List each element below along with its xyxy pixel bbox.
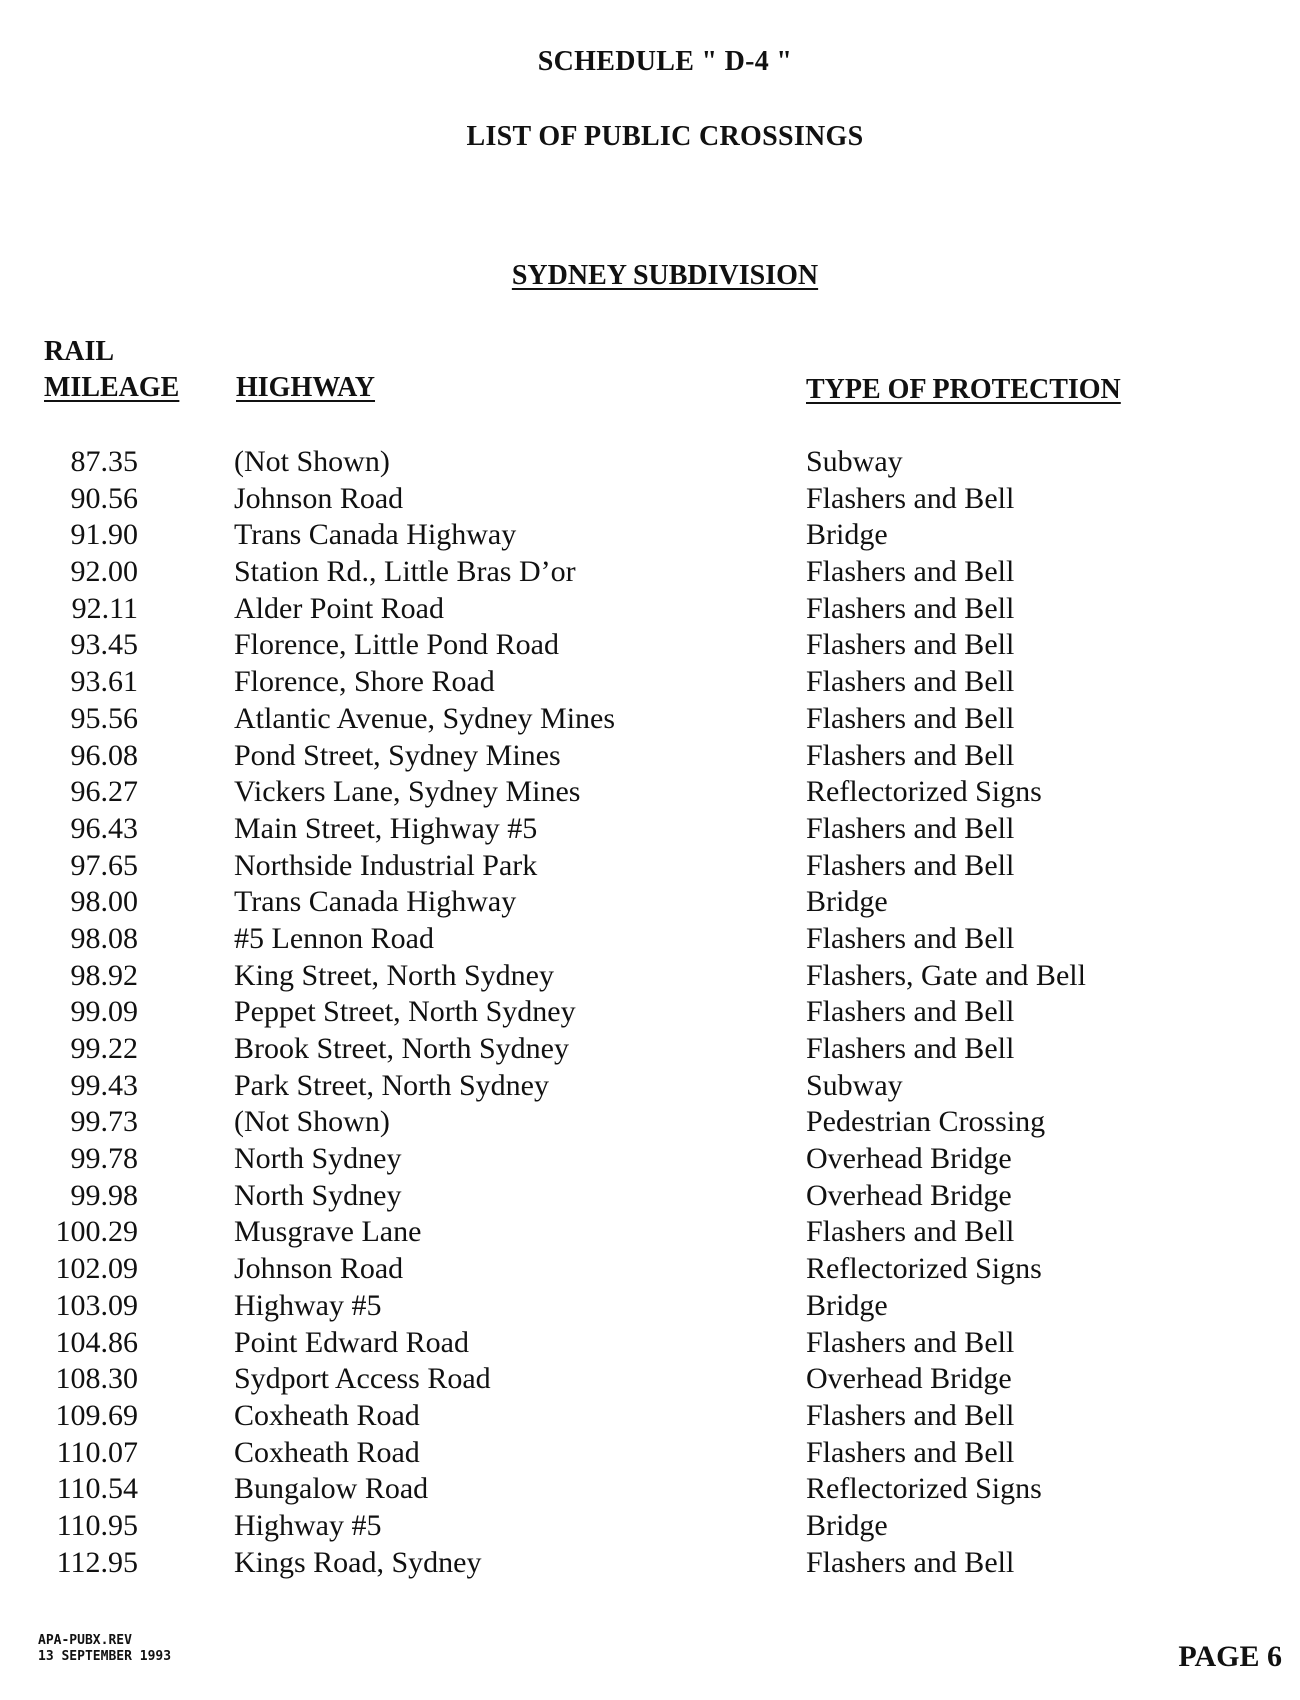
protection-type-cell: Flashers and Bell xyxy=(806,481,1015,515)
rail-mileage-cell: 110.54 xyxy=(56,1472,138,1506)
table-row xyxy=(0,1288,1300,1325)
highway-cell: Musgrave Lane xyxy=(234,1215,422,1249)
list-title: LIST OF PUBLIC CROSSINGS xyxy=(466,121,864,152)
column-header-highway: HIGHWAY xyxy=(236,372,376,403)
highway-cell: Sydport Access Road xyxy=(234,1362,491,1396)
highway-cell: King Street, North Sydney xyxy=(234,958,554,992)
highway-cell: North Sydney xyxy=(234,1178,402,1212)
highway-cell: Bungalow Road xyxy=(234,1472,429,1506)
rail-mileage-cell: 92.11 xyxy=(71,591,138,625)
table-row xyxy=(0,1214,1300,1251)
protection-type-cell: Overhead Bridge xyxy=(806,1142,1012,1176)
protection-type-cell: Flashers and Bell xyxy=(806,1215,1015,1249)
column-header-mileage: MILEAGE xyxy=(44,372,180,403)
rail-mileage-cell: 99.98 xyxy=(70,1178,138,1212)
protection-type-cell: Bridge xyxy=(806,1508,888,1542)
table-row xyxy=(0,664,1300,701)
highway-cell: (Not Shown) xyxy=(234,1105,390,1139)
highway-cell: Coxheath Road xyxy=(234,1435,420,1469)
protection-type-cell: Reflectorized Signs xyxy=(806,1252,1042,1286)
table-row xyxy=(0,1031,1300,1068)
highway-cell: Northside Industrial Park xyxy=(234,848,538,882)
protection-type-cell: Flashers and Bell xyxy=(806,811,1015,845)
highway-cell: Peppet Street, North Sydney xyxy=(234,995,576,1029)
rail-mileage-cell: 87.35 xyxy=(70,445,138,478)
table-row xyxy=(0,994,1300,1031)
table-row xyxy=(0,1508,1300,1545)
rail-mileage-cell: 93.61 xyxy=(70,665,138,699)
rail-mileage-cell: 104.86 xyxy=(55,1325,138,1359)
footer-reference xyxy=(38,1633,171,1665)
rail-mileage-cell: 98.08 xyxy=(70,921,138,955)
protection-type-cell: Flashers and Bell xyxy=(806,1398,1015,1432)
table-row xyxy=(0,627,1300,664)
highway-cell: Trans Canada Highway xyxy=(234,518,517,552)
table-row xyxy=(0,481,1300,518)
highway-cell: Point Edward Road xyxy=(234,1325,469,1359)
rail-mileage-cell: 109.69 xyxy=(55,1398,138,1432)
rail-mileage-cell: 95.56 xyxy=(70,701,138,735)
rail-mileage-cell: 92.00 xyxy=(70,555,138,589)
column-header-protection: TYPE OF PROTECTION xyxy=(806,374,1121,405)
rail-mileage-cell: 99.43 xyxy=(70,1068,138,1102)
highway-cell: Brook Street, North Sydney xyxy=(234,1032,569,1065)
table-row xyxy=(0,1068,1300,1105)
highway-cell: Atlantic Avenue, Sydney Mines xyxy=(234,701,616,735)
table-row xyxy=(0,1178,1300,1215)
protection-type-cell: Pedestrian Crossing xyxy=(806,1105,1046,1139)
highway-cell: Highway #5 xyxy=(234,1508,382,1542)
rail-mileage-cell: 100.29 xyxy=(55,1215,138,1249)
protection-type-cell: Overhead Bridge xyxy=(806,1178,1012,1212)
highway-cell: #5 Lennon Road xyxy=(234,921,434,955)
protection-type-cell: Flashers and Bell xyxy=(806,1545,1015,1579)
protection-type-cell: Flashers and Bell xyxy=(806,701,1015,735)
highway-cell: Vickers Lane, Sydney Mines xyxy=(234,775,581,809)
rail-mileage-cell: 110.07 xyxy=(56,1435,138,1469)
rail-mileage-cell: 99.73 xyxy=(70,1105,138,1139)
crossings-table xyxy=(0,444,1300,1581)
highway-cell: Pond Street, Sydney Mines xyxy=(234,738,561,772)
highway-cell: Kings Road, Sydney xyxy=(234,1545,482,1579)
highway-cell: (Not Shown) xyxy=(234,445,390,478)
highway-cell: Station Rd., Little Bras D’or xyxy=(234,555,576,589)
highway-cell: Florence, Little Pond Road xyxy=(234,628,559,662)
rail-mileage-cell: 96.43 xyxy=(70,811,138,845)
table-row xyxy=(0,1471,1300,1508)
rail-mileage-cell: 91.90 xyxy=(70,518,138,552)
table-row xyxy=(0,1435,1300,1472)
protection-type-cell: Flashers and Bell xyxy=(806,738,1015,772)
schedule-title: SCHEDULE " D-4 " xyxy=(537,46,793,77)
protection-type-cell: Overhead Bridge xyxy=(806,1362,1012,1396)
protection-type-cell: Flashers, Gate and Bell xyxy=(806,958,1086,992)
rail-mileage-cell: 99.09 xyxy=(70,995,138,1029)
rail-mileage-cell: 93.45 xyxy=(70,628,138,662)
table-row xyxy=(0,738,1300,775)
protection-type-cell: Flashers and Bell xyxy=(806,848,1015,882)
protection-type-cell: Flashers and Bell xyxy=(806,628,1015,662)
rail-mileage-cell: 96.08 xyxy=(70,738,138,772)
table-row xyxy=(0,884,1300,921)
table-row xyxy=(0,1325,1300,1362)
footer-file-name: APA-PUBX.REV xyxy=(38,1633,132,1648)
protection-type-cell: Flashers and Bell xyxy=(806,1435,1015,1469)
protection-type-cell: Subway xyxy=(806,445,903,478)
rail-mileage-cell: 99.78 xyxy=(70,1142,138,1176)
subdivision-heading: SYDNEY SUBDIVISION xyxy=(511,260,819,291)
rail-mileage-cell: 90.56 xyxy=(70,481,138,515)
protection-type-cell: Flashers and Bell xyxy=(806,555,1015,589)
protection-type-cell: Bridge xyxy=(806,885,888,919)
protection-type-cell: Flashers and Bell xyxy=(806,665,1015,699)
highway-cell: Main Street, Highway #5 xyxy=(234,811,538,845)
protection-type-cell: Flashers and Bell xyxy=(806,1325,1015,1359)
page-number: PAGE 6 xyxy=(1178,1640,1282,1673)
highway-cell: North Sydney xyxy=(234,1142,402,1176)
protection-type-cell: Flashers and Bell xyxy=(806,995,1015,1029)
highway-cell: Alder Point Road xyxy=(234,591,444,625)
protection-type-cell: Reflectorized Signs xyxy=(806,1472,1042,1506)
table-row xyxy=(0,1545,1300,1582)
rail-mileage-cell: 99.22 xyxy=(70,1032,138,1065)
highway-cell: Johnson Road xyxy=(234,1252,404,1286)
highway-cell: Trans Canada Highway xyxy=(234,885,517,919)
rail-mileage-cell: 98.92 xyxy=(70,958,138,992)
column-header-rail: RAIL xyxy=(44,336,115,367)
table-row xyxy=(0,1361,1300,1398)
table-row xyxy=(0,517,1300,554)
table-row xyxy=(0,1251,1300,1288)
rail-mileage-cell: 110.95 xyxy=(56,1508,138,1542)
protection-type-cell: Reflectorized Signs xyxy=(806,775,1042,809)
table-row xyxy=(0,848,1300,885)
protection-type-cell: Bridge xyxy=(806,1288,888,1322)
highway-cell: Florence, Shore Road xyxy=(234,665,495,699)
footer-date: 13 SEPTEMBER 1993 xyxy=(38,1649,172,1664)
table-row xyxy=(0,591,1300,628)
protection-type-cell: Flashers and Bell xyxy=(806,921,1015,955)
highway-cell: Highway #5 xyxy=(234,1288,382,1322)
protection-type-cell: Flashers and Bell xyxy=(806,591,1015,625)
rail-mileage-cell: 97.65 xyxy=(70,848,138,882)
protection-type-cell: Subway xyxy=(806,1068,903,1102)
rail-mileage-cell: 108.30 xyxy=(55,1362,138,1396)
table-row xyxy=(0,1141,1300,1178)
rail-mileage-cell: 98.00 xyxy=(70,885,138,919)
rail-mileage-cell: 96.27 xyxy=(70,775,138,809)
highway-cell: Coxheath Road xyxy=(234,1398,420,1432)
rail-mileage-cell: 102.09 xyxy=(55,1252,138,1286)
rail-mileage-cell: 112.95 xyxy=(56,1545,138,1579)
table-row xyxy=(0,444,1300,481)
protection-type-cell: Flashers and Bell xyxy=(806,1032,1015,1065)
table-row xyxy=(0,811,1300,848)
table-row xyxy=(0,921,1300,958)
table-row xyxy=(0,1398,1300,1435)
protection-type-cell: Bridge xyxy=(806,518,888,552)
highway-cell: Park Street, North Sydney xyxy=(234,1068,549,1102)
table-row xyxy=(0,774,1300,811)
table-row xyxy=(0,958,1300,995)
table-row xyxy=(0,1104,1300,1141)
table-row xyxy=(0,554,1300,591)
rail-mileage-cell: 103.09 xyxy=(55,1288,138,1322)
highway-cell: Johnson Road xyxy=(234,481,404,515)
table-row xyxy=(0,701,1300,738)
